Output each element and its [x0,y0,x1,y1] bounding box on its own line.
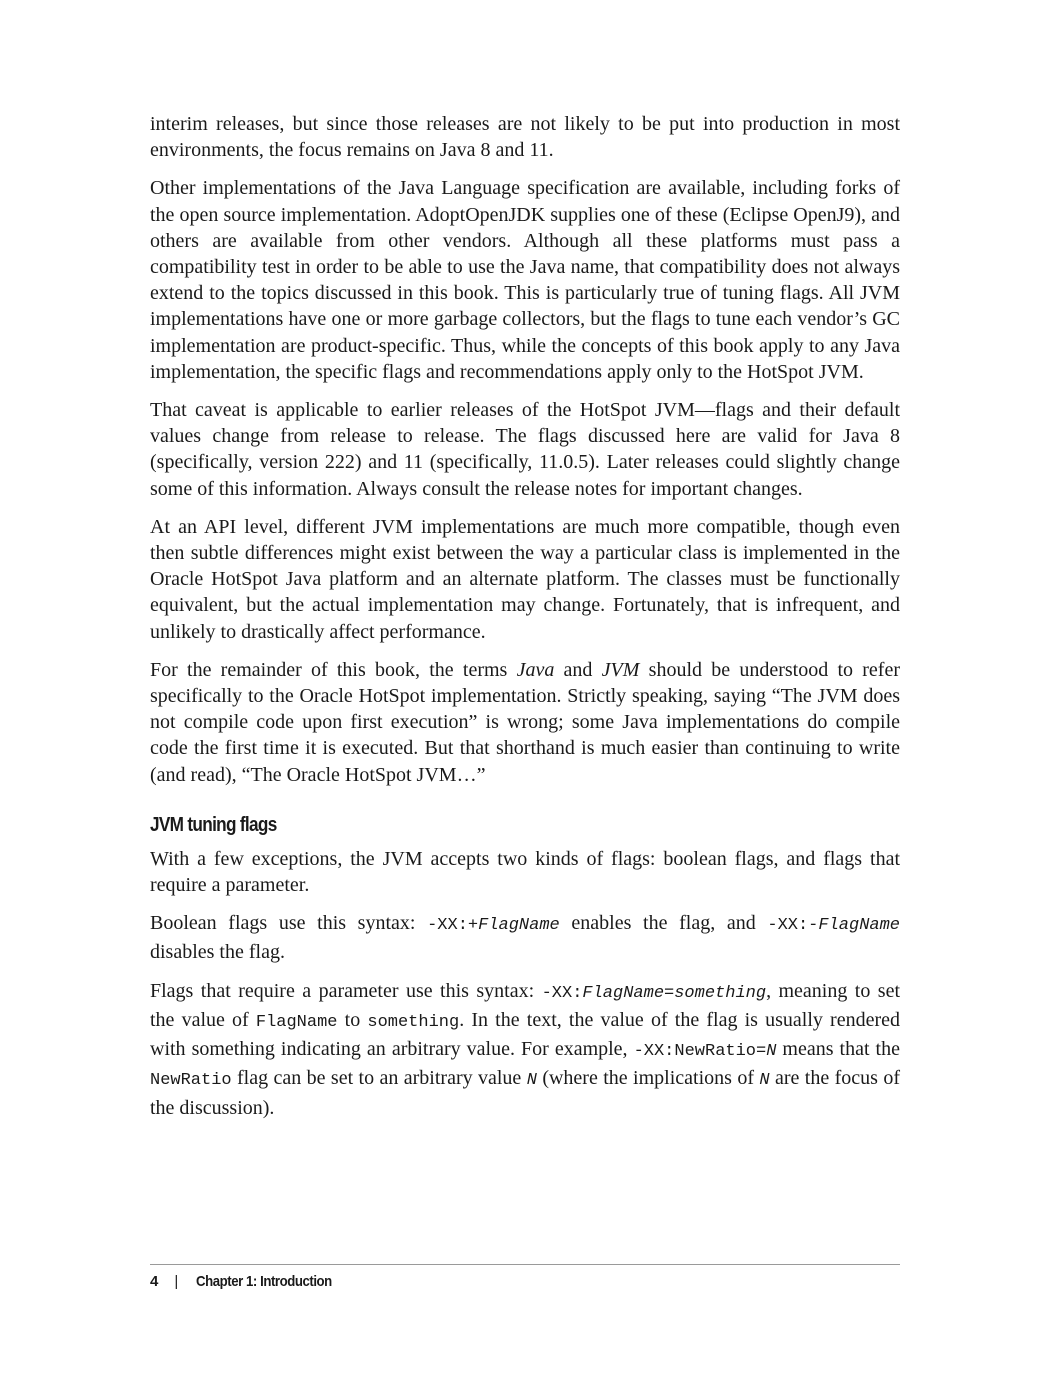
text-run: enables the flag, and [559,912,768,935]
page-number: 4 [150,1273,159,1290]
page-footer [150,1264,900,1290]
footer-separator: | [174,1273,179,1290]
code-enable-prefix: -XX:+ [427,916,479,936]
text-run: should be understood to refer specifically to the Oracle HotSpot implementation. Strictly speaking, saying “The JVM does not compile code upon first execution” is wrong; some Java implementations do compile code the first time it is executed. But that shorthand is much easier than continuing to write (and read), “The Oracle HotSpot JVM…” [150,658,900,786]
text-run: Flags that require a parameter use this syntax: [150,979,542,1002]
text-run: means that the [776,1038,900,1061]
code-n: N [759,1071,770,1091]
text-run: disables the flag. [150,941,285,964]
paragraph-terms [150,657,900,788]
code-flagname: FlagName [255,1012,338,1032]
paragraph-flag-kinds: With a few exceptions, the JVM accepts two kinds of flags: boolean flags, and flags that require a parameter. [150,847,900,897]
paragraph-interim-releases: interim releases, but since those releases are not likely to be put into production in most environments, the focus remains on Java 8 and 11. [150,113,900,162]
section-heading: JVM tuning flags [150,813,277,836]
page-body [150,111,900,1133]
code-newratio: NewRatio [150,1071,232,1091]
code-something: something [367,1012,460,1032]
paragraph-other-implementations: Other implementations of the Java Language specification are available, including forks of the open source implementation. AdoptOpenJDK supplies one of these (Eclipse OpenJ9), and others are available from other vendors. Although all these platforms must pass a compatibility test in order to be able to use the Java name, that compatibility does not always extend to the topics discussed in this book. This is particularly true of tuning flags. All JVM implementations have one or more garbage collectors, but the flags to tune each vendor’s GC implementation are product-specific. Thus, while the concepts of this book apply to any Java implementation, the specific flags and recommendations apply only to the HotSpot JVM. [150,177,900,383]
code-newratio-n: N [766,1042,777,1062]
text-run: are the focus of the discussion). [150,1067,900,1119]
paragraph-caveat: That caveat is applicable to earlier releases of the HotSpot JVM—flags and their default values change from release to release. The flags discussed here are valid for Java 8 (specifically, version 222) and 11 (specifically, 11.0.5). Later releases could slightly change some of this information. Always consult the release notes for important changes. [150,399,900,500]
code-disable-prefix: -XX:- [767,916,819,936]
code-disable-flagname: FlagName [818,916,901,936]
code-param-value: something [674,983,767,1003]
text-run: . In the text, the value of the flag is usually rendered with something indicating an arbitrary value. For example, [150,1008,900,1061]
code-param-equals: = [664,983,675,1003]
paragraph-api-level: At an API level, different JVM implementations are much more compatible, though even then subtle differences might exist between the way a particular class is implemented in the Oracle HotSpot Java platform and an alternate platform. The classes must be functionally equivalent, but the actual implementation may change. Fortunately, that is infrequent, and unlikely to drastically affect performance. [150,515,900,643]
text-run: (where the implications of [536,1067,760,1090]
text-run: Boolean flags use this syntax: [150,912,428,935]
text-run: to [337,1008,368,1031]
code-enable-flagname: FlagName [478,916,560,936]
code-n: N [526,1071,537,1091]
text-run: and [554,658,602,681]
term-java: Java [516,658,555,681]
code-param-flagname: FlagName [582,983,665,1003]
code-newratio-example: -XX:NewRatio= [633,1042,767,1062]
term-jvm: JVM [601,658,640,681]
text-run: flag can be set to an arbitrary value [231,1067,527,1090]
code-param-prefix: -XX: [541,983,583,1003]
text-run: For the remainder of this book, the terms [150,658,517,681]
paragraph-parameter-flags [150,978,900,1121]
paragraph-boolean-flags [150,910,900,965]
chapter-title: Chapter 1: Introduction [196,1273,333,1290]
text-run: , meaning to set the value of [150,979,901,1031]
